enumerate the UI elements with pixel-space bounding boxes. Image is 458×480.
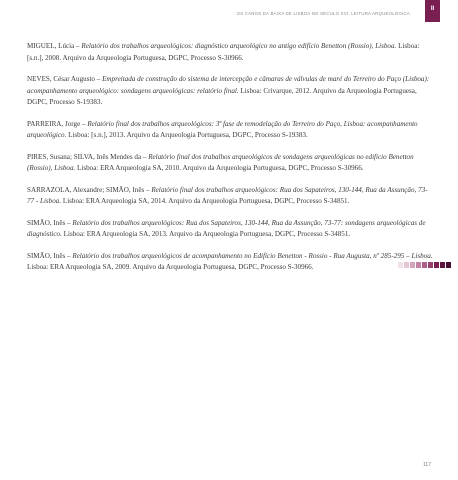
reference-list	[27, 41, 433, 284]
reference-publication: Lisboa: [s.n.], 2013. Arquivo da Arqueologia Portuguesa, DGPC, Processo S-19383.	[66, 131, 308, 139]
reference-publication: Lisboa: Crivarque, 2012. Arquivo da Arqueologia Portuguesa, DGPC, Processo S-19383.	[27, 86, 417, 106]
color-swatch	[404, 262, 409, 268]
reference-entry	[27, 74, 433, 109]
reference-title: Relatório final dos trabalhos arqueológicos de sondagens arqueológicas no edifício Benetton (Rossio), Lisboa.	[27, 152, 414, 172]
reference-title: Relatório final dos trabalhos arqueológicos: Rua dos Sapateiros, 130-144, Rua da Assunção, 73-77 - Lisboa.	[27, 185, 428, 205]
reference-title: Relatório dos trabalhos arqueológicos: Rua dos Sapateiros, 130-144, Rua da Assunção, 73-77: sondagens arqueológicas de diagnóstico.	[27, 218, 426, 238]
color-swatch	[410, 262, 415, 268]
reference-publication: Lisboa: ERA Arqueologia SA, 2009. Arquivo da Arqueologia Portuguesa, DGPC, Processo S-30966.	[27, 263, 314, 271]
color-swatch-strip	[398, 262, 452, 268]
reference-authors: PIRES, Susana; SILVA, Inês Mendes da –	[27, 152, 149, 161]
reference-authors: SIMÃO, Inês –	[27, 218, 73, 227]
reference-entry	[27, 41, 433, 64]
reference-title: Relatório dos trabalhos arqueológicos: diagnóstico arqueológico no antigo edifício Benetton (Rossio), Lisboa.	[81, 42, 397, 50]
color-swatch	[422, 262, 427, 268]
reference-authors: MIGUEL, Lúcia –	[27, 42, 82, 50]
reference-publication: Lisboa: ERA Arqueologia SA, 2014. Arquivo da Arqueologia Portuguesa, DGPC, Processo S-34851.	[61, 197, 350, 205]
color-swatch	[428, 262, 433, 268]
color-swatch	[446, 262, 451, 268]
running-header: OS CANOS DA BAIXA DE LISBOA NO SÉCULO XVI. LEITURA ARQUEOLÓGICA	[236, 11, 410, 16]
page-number: 117	[423, 462, 431, 468]
color-swatch	[416, 262, 421, 268]
reference-publication: Lisboa: ERA Arqueologia SA, 2010. Arquivo da Arqueologia Portuguesa, DGPC, Processo S-30966.	[75, 164, 364, 172]
color-swatch	[434, 262, 439, 268]
color-swatch	[440, 262, 445, 268]
reference-authors: SIMÃO, Inês –	[27, 251, 73, 260]
reference-entry	[27, 218, 433, 241]
reference-title: Empreitada de construção do sistema de intercepção e câmaras de válvulas de maré do Terreiro do Paço (Lisboa): acompanhamento arqueológico: sondagens arqueológicas: relatório final.	[27, 75, 430, 95]
reference-entry	[27, 152, 433, 175]
reference-entry	[27, 251, 433, 274]
reference-entry	[27, 185, 433, 208]
reference-authors: PARREIRA, Jorge –	[27, 119, 88, 128]
reference-publication: Lisboa: [s.n.], 2008. Arquivo da Arqueologia Portuguesa, DGPC, Processo S-30966.	[27, 42, 420, 62]
reference-title: Relatório final dos trabalhos arqueológicos: 3ª fase de remodelação do Terreiro do Paço, Lisboa: acompanhamento arqueológico.	[27, 119, 418, 139]
reference-publication: Lisboa: ERA Arqueologia SA, 2013. Arquivo da Arqueologia Portuguesa, DGPC, Processo S-34851.	[61, 230, 351, 238]
chapter-tab-glyph: II	[430, 6, 435, 12]
reference-title: Relatório dos trabalhos arqueológicos de acompanhamento no Edifício Benetton - Rossio - Rua Augusta, nº 285-295 – Lisboa.	[72, 251, 433, 260]
reference-entry	[27, 119, 433, 142]
reference-authors: NEVES, César Augusto –	[27, 75, 103, 83]
chapter-tab	[425, 0, 440, 22]
reference-authors: SARRAZOLA, Alexandre; SIMÃO, Inês –	[27, 185, 152, 194]
color-swatch	[398, 262, 403, 268]
